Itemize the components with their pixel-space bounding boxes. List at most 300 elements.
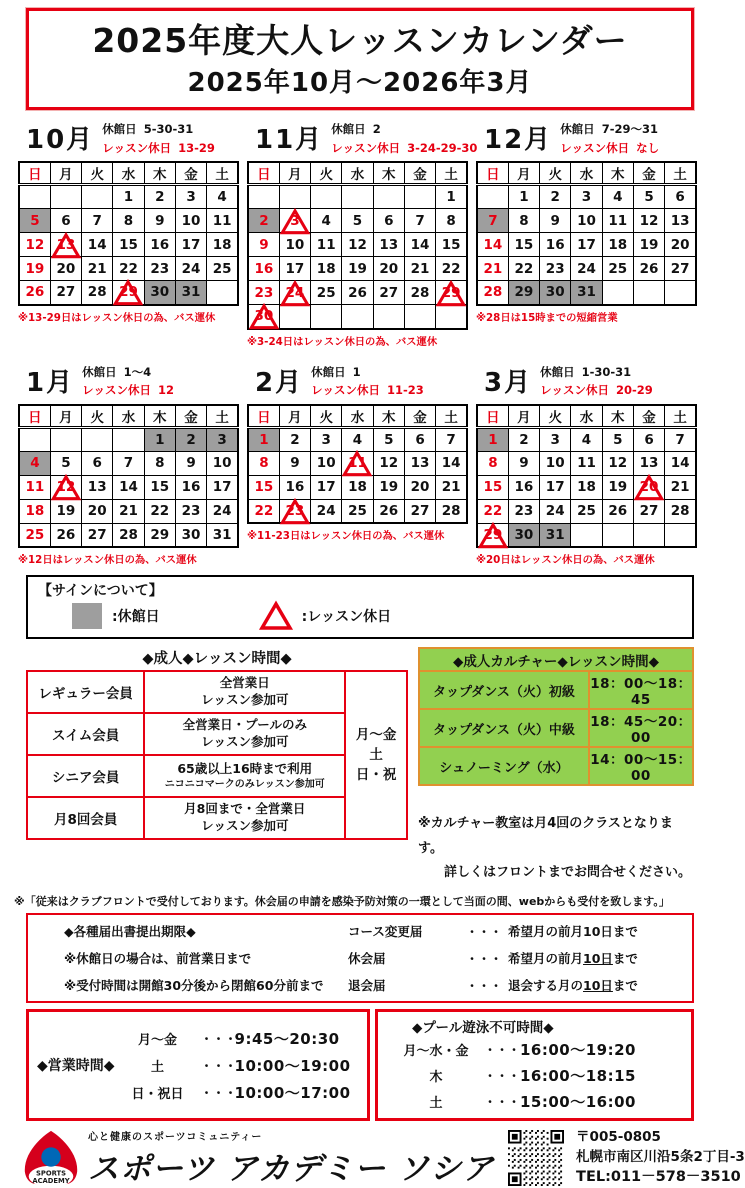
calendar-day-cell — [342, 427, 373, 451]
table-row — [419, 747, 693, 785]
calendar-day-cell — [404, 475, 435, 499]
day-number: 5 — [384, 431, 394, 448]
day-number: 25 — [348, 502, 367, 519]
calendar-day-cell — [248, 233, 279, 257]
calendar-month-title: 2月 — [255, 367, 304, 398]
day-number: 29 — [150, 526, 170, 543]
calendar-day-cell — [279, 281, 310, 305]
culture-class-time: 18：00～18：45 — [589, 671, 693, 709]
calendar-day-cell — [508, 209, 539, 233]
calendar-day-cell — [508, 281, 539, 305]
day-number: 22 — [514, 260, 534, 277]
weekday-header: 土 — [207, 405, 238, 428]
weekday-header: 木 — [373, 162, 404, 185]
calendar-day-cell — [279, 185, 310, 209]
dots-separator: ・・・ — [484, 1095, 521, 1110]
calendar-day-cell — [508, 499, 539, 523]
calendar-day-cell — [19, 499, 50, 523]
weekday-header: 月 — [279, 405, 310, 428]
calendar-day-cell — [602, 523, 633, 547]
day-number: 10 — [181, 212, 201, 229]
day-number: 11 — [608, 212, 628, 229]
calendar-day-cell — [602, 281, 633, 305]
calendar-day-cell — [311, 281, 342, 305]
day-number: 6 — [675, 189, 685, 205]
day-number: 22 — [441, 260, 461, 277]
lesson-off-days-line: レッスン休日 11-23 — [311, 383, 424, 398]
lesson-off-days-line: レッスン休日 20-29 — [540, 383, 653, 398]
calendar-day-cell — [508, 451, 539, 475]
weekday-header: 金 — [633, 162, 664, 185]
lesson-off-days-line: レッスン休日 3-24-29-30 — [331, 140, 478, 155]
adult-lesson-table — [26, 670, 408, 840]
day-number: 20 — [639, 479, 659, 495]
calendar-day-cell — [175, 257, 206, 281]
calendar-day-cell — [50, 427, 81, 451]
calendar-day-cell — [633, 523, 664, 547]
calendar-info — [540, 362, 653, 404]
weekday-header-row — [19, 405, 238, 428]
day-number: 9 — [155, 212, 165, 229]
schedule-line-2: 土 — [369, 746, 383, 763]
weekday-header: 火 — [311, 162, 342, 185]
table-row — [419, 671, 693, 709]
member-type-cell: シニア会員 — [27, 755, 144, 797]
calendar-day-cell — [540, 233, 571, 257]
day-number: 22 — [483, 503, 503, 519]
weekday-header: 日 — [248, 405, 279, 428]
day-number: 24 — [285, 284, 305, 301]
pool-day: 木 — [429, 1070, 443, 1086]
calendar-day-cell — [342, 281, 373, 305]
day-number: 12 — [379, 455, 399, 471]
calendar-day-cell — [50, 233, 81, 257]
calendar-day-cell — [82, 475, 113, 499]
calendar-day-cell — [373, 233, 404, 257]
address-block — [576, 1128, 745, 1188]
day-number: 15 — [150, 479, 170, 495]
day-number: 17 — [316, 479, 336, 495]
table-row — [419, 648, 693, 671]
desc-line-2: ニコニコマークのみレッスン参加可 — [164, 778, 325, 790]
calendar-week-row — [248, 257, 467, 281]
day-number: 2 — [186, 431, 196, 448]
calendar-october — [18, 119, 244, 348]
day-number: 28 — [87, 284, 107, 301]
member-desc-cell — [144, 671, 345, 713]
weekday-header: 火 — [540, 162, 571, 185]
weekday-header: 火 — [82, 162, 113, 185]
culture-class-time: 14：00～15：00 — [589, 747, 693, 785]
day-number: 2 — [550, 189, 560, 205]
day-number: 23 — [150, 260, 170, 277]
calendar-week-row — [19, 427, 238, 451]
day-number: 19 — [379, 479, 399, 495]
day-number: 7 — [446, 431, 456, 448]
calendar-day-cell — [279, 209, 310, 233]
calendar-day-cell — [602, 427, 633, 451]
weekday-header: 月 — [50, 162, 81, 185]
calendar-day-cell — [633, 209, 664, 233]
calendar-day-cell — [279, 233, 310, 257]
calendar-info — [331, 119, 477, 161]
calendar-month-title: 12月 — [484, 125, 553, 155]
weekday-header: 日 — [477, 405, 508, 428]
calendar-november — [247, 119, 478, 348]
calendar-day-cell — [207, 257, 238, 281]
lesson-off-days-line: レッスン休日 12 — [82, 383, 174, 398]
calendar-day-cell — [404, 305, 435, 329]
calendar-day-cell — [342, 475, 373, 499]
day-number: 4 — [217, 189, 227, 205]
calendar-day-cell — [207, 451, 238, 475]
day-number: 12 — [608, 455, 628, 471]
day-number: 26 — [379, 502, 399, 519]
calendar-day-cell — [82, 233, 113, 257]
calendar-day-cell — [373, 281, 404, 305]
day-number: 16 — [150, 236, 170, 253]
calendar-month-title: 1月 — [26, 367, 75, 398]
calendar-day-cell — [373, 451, 404, 475]
page-subtitle: 2025年10月～2026年3月 — [187, 68, 533, 98]
calendar-day-cell — [175, 185, 206, 209]
day-number: 30 — [514, 526, 534, 543]
calendar-day-cell — [404, 427, 435, 451]
calendar-day-cell — [175, 451, 206, 475]
calendar-day-cell — [342, 257, 373, 281]
calendar-day-cell — [436, 499, 467, 523]
day-number: 27 — [670, 260, 690, 277]
day-number: 27 — [87, 526, 107, 543]
calendar-day-cell — [665, 475, 696, 499]
day-number: 23 — [254, 284, 274, 301]
day-number: 1 — [488, 431, 498, 448]
day-number: 4 — [352, 431, 363, 448]
calendar-note: ※3-24日はレッスン休日の為、バス運休 — [247, 335, 438, 348]
day-number: 1 — [123, 189, 134, 205]
dots-separator: ・・・ — [484, 1043, 521, 1058]
calendar-note: ※28日は15時までの短縮営業 — [476, 311, 618, 324]
member-type-cell: スイム会員 — [27, 713, 144, 755]
culture-note-line-2: 詳しくはフロントまでお問合せください。 — [444, 865, 692, 881]
day-number: 5 — [30, 212, 40, 229]
calendar-day-cell — [404, 451, 435, 475]
brand-block — [88, 1128, 494, 1188]
weekday-header-row — [248, 405, 467, 428]
calendar-day-cell — [175, 427, 206, 451]
calendar-day-cell — [19, 427, 50, 451]
calendar-day-cell — [404, 233, 435, 257]
day-number: 24 — [181, 260, 201, 277]
calendar-day-cell — [508, 523, 539, 547]
lesson-off-triangle-icon — [260, 602, 292, 630]
calendar-day-cell — [113, 185, 144, 209]
dots-separator: ・・・ — [200, 1058, 237, 1073]
day-number: 20 — [670, 236, 690, 253]
calendar-info — [560, 119, 659, 161]
day-number: 9 — [550, 212, 560, 229]
day-number: 3 — [217, 431, 227, 448]
day-number: 15 — [119, 236, 138, 253]
desc-line-2: レッスン参加可 — [201, 692, 289, 707]
calendar-day-cell — [508, 257, 539, 281]
day-number: 31 — [212, 526, 232, 543]
calendar-row-2 — [18, 362, 702, 567]
calendar-day-cell — [82, 499, 113, 523]
calendar-week-row — [248, 427, 467, 451]
pool-time: 16:00～18:15 — [520, 1067, 636, 1086]
calendar-day-cell — [571, 233, 602, 257]
page-title: 2025年度大人レッスンカレンダー — [92, 21, 628, 60]
calendar-day-cell — [19, 257, 50, 281]
dots-separator: ・・・ — [465, 951, 502, 966]
calendar-day-cell — [436, 427, 467, 451]
day-number: 29 — [514, 284, 534, 301]
calendar-day-cell — [436, 185, 467, 209]
calendar-day-cell — [477, 499, 508, 523]
day-number: 7 — [488, 212, 498, 229]
day-number: 6 — [384, 212, 394, 229]
day-number: 9 — [259, 236, 269, 253]
calendar-week-row — [477, 281, 696, 305]
calendar-day-cell — [373, 209, 404, 233]
calendar-day-cell — [508, 233, 539, 257]
calendar-day-cell — [207, 523, 238, 547]
day-number: 1 — [519, 189, 529, 205]
calendar-day-cell — [144, 185, 175, 209]
calendar-week-row — [248, 233, 467, 257]
calendar-december — [476, 119, 702, 348]
calendar-day-cell — [342, 451, 373, 475]
day-number: 13 — [87, 479, 107, 495]
calendar-day-cell — [144, 209, 175, 233]
culture-class-name: タップダンス（火）初級 — [419, 671, 589, 709]
calendar-day-cell — [665, 185, 696, 209]
value-text: まで — [612, 978, 638, 994]
calendar-day-cell — [113, 499, 144, 523]
weekday-header: 月 — [508, 162, 539, 185]
day-number: 11 — [25, 479, 45, 495]
day-number: 17 — [577, 236, 596, 253]
pool-unavailable-grid — [388, 1039, 681, 1112]
day-number: 16 — [254, 260, 274, 277]
day-number: 28 — [441, 502, 461, 519]
calendar-day-cell — [144, 427, 175, 451]
deadline-item-name: 休会届 — [348, 951, 386, 967]
calendar-day-cell — [82, 523, 113, 547]
day-number: 12 — [56, 479, 76, 495]
culture-lesson-table — [418, 647, 694, 786]
calendar-day-cell — [144, 499, 175, 523]
calendar-week-row — [19, 185, 238, 209]
calendar-day-cell — [248, 305, 279, 329]
calendar-table — [18, 404, 239, 549]
day-number: 16 — [181, 479, 201, 495]
calendar-note: ※12日はレッスン休日の為、バス運休 — [18, 554, 197, 566]
calendar-day-cell — [436, 451, 467, 475]
deadline-note-2: ※受付時間は開館30分後から閉館60分前まで — [64, 978, 324, 994]
calendar-day-cell — [404, 257, 435, 281]
calendar-week-row — [248, 475, 467, 499]
calendar-day-cell — [207, 233, 238, 257]
calendar-day-cell — [633, 427, 664, 451]
day-number: 11 — [212, 212, 232, 229]
day-number: 3 — [581, 189, 592, 205]
calendar-day-cell — [311, 475, 342, 499]
table-row — [27, 671, 407, 713]
calendar-day-cell — [665, 427, 696, 451]
day-number: 17 — [285, 260, 305, 277]
culture-class-name: タップダンス（火）中級 — [419, 709, 589, 747]
day-number: 28 — [670, 503, 690, 519]
svg-text:ACADEMY: ACADEMY — [32, 1177, 70, 1186]
day-number: 7 — [675, 431, 685, 448]
calendar-day-cell — [50, 257, 81, 281]
calendar-day-cell — [477, 257, 508, 281]
desc-line-2: レッスン参加可 — [201, 734, 289, 749]
day-number: 28 — [483, 284, 503, 301]
day-number: 8 — [259, 455, 269, 471]
day-number: 8 — [155, 455, 165, 471]
street-address: 札幌市南区川沿5条2丁目-3 — [576, 1148, 745, 1165]
calendar-note: ※11-23日はレッスン休日の為、バス運休 — [247, 530, 445, 542]
calendar-day-cell — [373, 305, 404, 329]
day-number: 8 — [488, 455, 498, 471]
calendar-day-cell — [113, 257, 144, 281]
calendar-day-cell — [540, 209, 571, 233]
day-number: 16 — [285, 479, 305, 495]
calendar-day-cell — [144, 475, 175, 499]
weekday-header: 水 — [342, 405, 373, 428]
day-number: 18 — [577, 479, 596, 495]
calendar-day-cell — [602, 451, 633, 475]
day-number: 20 — [379, 260, 399, 277]
dots-separator: ・・・ — [484, 1069, 521, 1084]
calendar-day-cell — [82, 209, 113, 233]
calendar-day-cell — [571, 427, 602, 451]
brand-name: スポーツ アカデミー ソシア — [88, 1151, 495, 1188]
day-number: 25 — [316, 284, 336, 301]
calendar-day-cell — [540, 499, 571, 523]
closed-days-line: 休館日 7-29～31 — [560, 122, 658, 136]
weekday-header: 日 — [477, 162, 508, 185]
desc-line-2: レッスン参加可 — [201, 818, 289, 833]
calendar-day-cell — [665, 499, 696, 523]
calendar-note: ※13-29日はレッスン休日の為、バス運休 — [18, 311, 216, 324]
day-number: 24 — [316, 502, 336, 519]
calendar-day-cell — [540, 523, 571, 547]
calendar-day-cell — [633, 451, 664, 475]
calendar-week-row — [477, 523, 696, 547]
weekday-header: 金 — [633, 405, 664, 428]
value-text: 希望月の前月10日まで — [508, 924, 638, 940]
day-number: 5 — [61, 455, 71, 471]
calendar-day-cell — [373, 427, 404, 451]
calendar-week-row — [248, 305, 467, 329]
schedule-line-3: 日・祝 — [355, 767, 397, 784]
weekday-header: 金 — [175, 405, 206, 428]
calendar-day-cell — [477, 185, 508, 209]
calendar-table — [18, 161, 239, 306]
culture-lesson-block — [418, 647, 694, 886]
culture-note-line-1: ※カルチャー教室は月4回のクラスとなります。 — [418, 816, 673, 856]
calendar-week-row — [248, 499, 467, 523]
calendar-day-cell — [373, 499, 404, 523]
weekday-header: 木 — [144, 162, 175, 185]
day-number: 9 — [290, 455, 300, 471]
day-number: 29 — [119, 284, 138, 301]
day-number: 3 — [186, 189, 196, 205]
weekday-header: 金 — [175, 162, 206, 185]
business-hours-grid — [115, 1028, 359, 1103]
day-number: 12 — [639, 212, 659, 229]
calendar-table — [247, 404, 468, 525]
calendar-day-cell — [342, 305, 373, 329]
calendar-day-cell — [477, 475, 508, 499]
day-number: 4 — [581, 431, 592, 448]
hours-time: 10:00～17:00 — [234, 1083, 351, 1102]
calendar-table — [247, 161, 468, 330]
member-type-cell: レギュラー会員 — [27, 671, 144, 713]
day-number: 7 — [415, 212, 425, 229]
day-number: 14 — [119, 479, 138, 495]
calendar-week-row — [19, 281, 238, 305]
day-number: 10 — [577, 212, 596, 229]
calendar-week-row — [248, 209, 467, 233]
pool-day: 土 — [429, 1096, 443, 1112]
day-number: 17 — [181, 236, 201, 253]
calendar-day-cell — [477, 451, 508, 475]
calendar-week-row — [19, 257, 238, 281]
day-number: 2 — [259, 212, 269, 229]
calendar-day-cell — [279, 305, 310, 329]
day-number: 18 — [608, 236, 628, 253]
dots-separator: ・・・ — [200, 1031, 237, 1046]
calendar-day-cell — [82, 451, 113, 475]
day-number: 5 — [352, 212, 363, 229]
day-number: 31 — [577, 284, 596, 301]
closed-days-line: 休館日 1 — [311, 364, 361, 379]
day-number: 6 — [61, 212, 71, 229]
calendar-day-cell — [508, 185, 539, 209]
day-number: 5 — [644, 189, 654, 205]
calendar-day-cell — [113, 475, 144, 499]
calendar-day-cell — [19, 233, 50, 257]
desc-line-1: 月8回まで・全営業日 — [184, 801, 306, 817]
calendar-week-row — [19, 451, 238, 475]
calendar-day-cell — [144, 281, 175, 305]
phone-number: TEL:011－578－3510 — [576, 1169, 741, 1186]
day-number: 30 — [254, 308, 274, 325]
deadline-item-value — [508, 949, 682, 967]
culture-note — [418, 812, 694, 886]
day-number: 26 — [639, 260, 659, 277]
calendar-week-row — [477, 427, 696, 451]
day-number: 15 — [254, 479, 274, 495]
day-number: 1 — [446, 189, 456, 205]
table-row — [419, 709, 693, 747]
day-number: 27 — [379, 284, 399, 301]
calendar-day-cell — [311, 499, 342, 523]
day-number: 26 — [56, 526, 76, 543]
calendar-day-cell — [82, 281, 113, 305]
day-number: 23 — [181, 503, 201, 519]
legend-title: 【サインについて】 — [38, 583, 163, 599]
calendar-day-cell — [436, 209, 467, 233]
calendar-day-cell — [311, 185, 342, 209]
weekday-header-row — [477, 162, 696, 185]
day-number: 17 — [212, 479, 232, 495]
